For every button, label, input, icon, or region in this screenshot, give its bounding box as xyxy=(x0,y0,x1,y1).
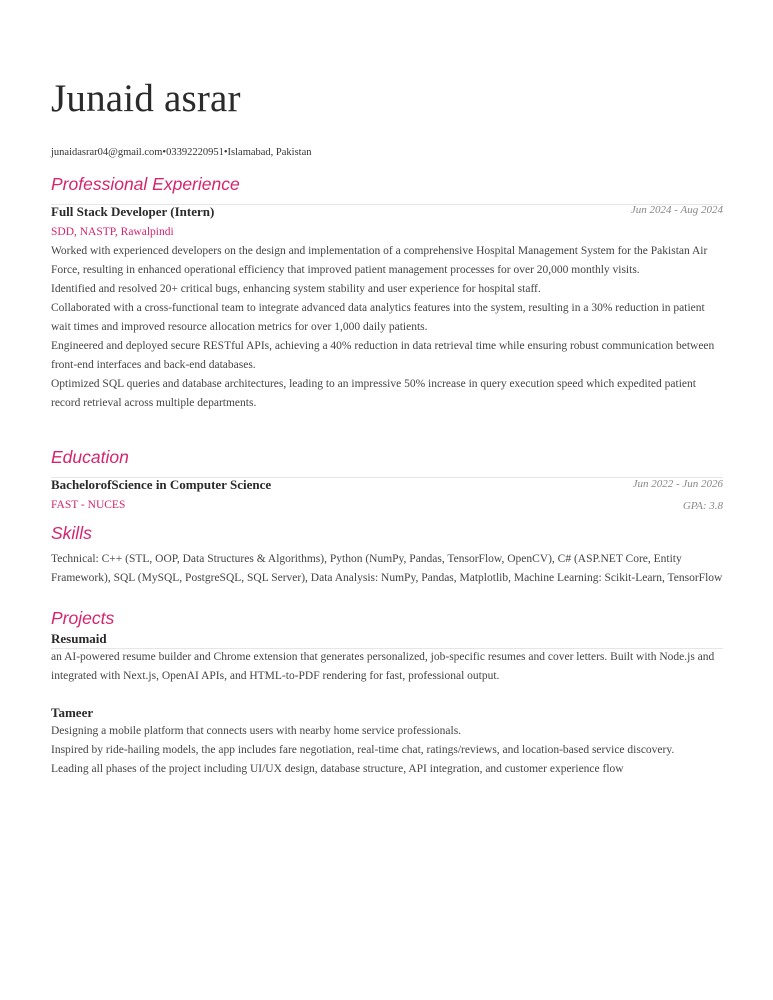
experience-bullet: Worked with experienced developers on the design and implementation of a comprehensive Hospital Management System for the Pakistan Air Force, resulting in enhanced operational efficiency that improved patient management processes for over 20,000 monthly visits. xyxy=(51,245,708,276)
experience-bullet: Engineered and deployed secure RESTful APIs, achieving a 40% reduction in data retrieval time while ensuring robust communication between front-end interfaces and back-end databases. xyxy=(51,340,715,371)
experience-dates: Jun 2024 - Aug 2024 xyxy=(630,204,723,216)
project-line: integrated with Next.js, OpenAI APIs, and HTML-to-PDF rendering for fast, professional output. xyxy=(51,670,500,682)
experience-org: SDD, NASTP, Rawalpindi xyxy=(51,226,174,238)
project-line: an AI-powered resume builder and Chrome extension that generates personalized, job-specific resumes and cover letters. Built with Node.js and xyxy=(51,651,715,663)
section-title-education: Education xyxy=(51,447,129,467)
candidate-name: Junaid asrar xyxy=(51,77,241,120)
experience-bullet: Optimized SQL queries and database architectures, leading to an impressive 50% increase in query execution speed which expedited patient record retrieval across multiple departments. xyxy=(51,378,696,409)
education-dates: Jun 2022 - Jun 2026 xyxy=(632,478,723,490)
project-line: Inspired by ride-hailing models, the app includes fare negotiation, real-time chat, ratings/reviews, and location-based service discovery. xyxy=(51,744,675,756)
experience-bullets xyxy=(51,242,726,413)
project-description xyxy=(51,648,726,686)
project-name: Resumaid xyxy=(51,631,107,646)
section-title-skills: Skills xyxy=(51,523,92,543)
skills-text: Technical: C++ (STL, OOP, Data Structures & Algorithms), Python (NumPy, Pandas, TensorFlow, OpenCV), C# (ASP.NET Core, Entity Framework), SQL (MySQL, PostgreSQL, SQL Server), Data Analysis: NumPy, Pandas, Matplotlib, Machine Learning: Scikit-Learn, TensorFlow xyxy=(51,553,723,584)
project-name: Tameer xyxy=(51,705,94,720)
project-description xyxy=(51,722,726,779)
section-title-projects: Projects xyxy=(51,608,115,628)
project-line: Designing a mobile platform that connects users with nearby home service professionals. xyxy=(51,725,462,737)
experience-bullet: Collaborated with a cross-functional team to integrate advanced data analytics features into the system, resulting in a 30% reduction in patient wait times and improved resource allocation metrics for over 1,000 daily patients. xyxy=(51,302,705,333)
education-school: FAST - NUCES xyxy=(51,499,126,511)
experience-bullet: Identified and resolved 20+ critical bugs, enhancing system stability and user experience for hospital staff. xyxy=(51,283,541,295)
education-gpa: GPA: 3.8 xyxy=(682,500,723,512)
education-degree: BachelorofScience in Computer Science xyxy=(51,477,272,492)
project-line: Leading all phases of the project including UI/UX design, database structure, API integration, and customer experience flow xyxy=(51,763,624,775)
experience-role: Full Stack Developer (Intern) xyxy=(51,204,215,219)
section-title-experience: Professional Experience xyxy=(51,174,240,194)
contact-line: junaidasrar04@gmail.com•03392220951•Islamabad, Pakistan xyxy=(51,147,312,158)
